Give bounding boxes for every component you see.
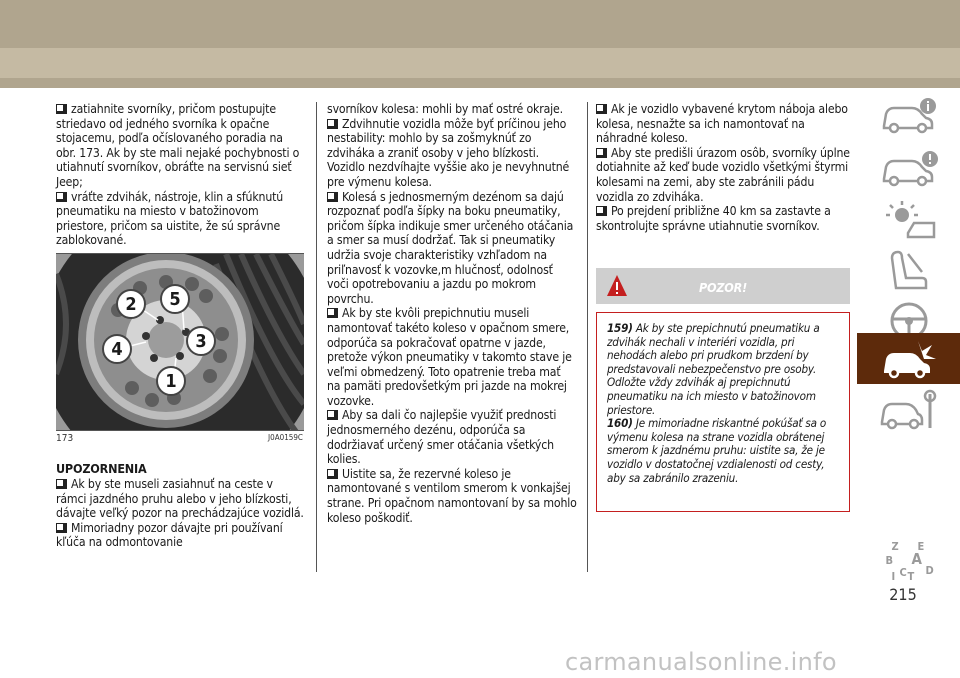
column-divider <box>587 102 588 572</box>
checkbox-bullet-icon <box>327 308 338 318</box>
checkbox-bullet-icon <box>56 523 67 533</box>
watermark: carmanualsonline.info <box>565 648 837 676</box>
lights-icon <box>878 197 940 241</box>
car-info-icon <box>878 96 940 136</box>
header-strip <box>0 48 960 78</box>
checkbox-bullet-icon <box>327 410 338 420</box>
warnings-list <box>56 477 304 550</box>
list-item: Aby sa dali čo najlepšie využiť prednosti jednosmerného dezénu, odporúča sa dodržiavať určený smer otáčania všetkých kolies. <box>327 408 557 467</box>
figure-number: 173 <box>56 433 74 444</box>
column-2 <box>327 102 577 525</box>
caution-note: 160) Je mimoriadne riskantné pokúšať sa o výmenu kolesa na strane vozidla obrátenej smerom k jazdnému pruhu: uistite sa, že je vozidlo v dostatočnej vzdialenosti od cesty, aby sa zabránilo zrazeniu. <box>607 416 827 485</box>
checkbox-bullet-icon <box>56 104 67 114</box>
callout-4: 4 <box>102 334 132 364</box>
chapter-sidebar <box>857 88 960 618</box>
list-item: Kolesá s jednosmerným dezénom sa dajú rozpoznať podľa šípky na boku pneumatiky, pričom šípka indikuje smer určeného otáčania a smer sa musí dodržať. Tak si pneumatiky udržia svoje charakteristiky vzhľadom na priľnavosť k vozovke,m hlučnosť, odolnosť voči opotrebovaniu a jazdu po mokrom povrchu. <box>327 189 574 306</box>
car-service-icon <box>878 388 940 432</box>
column-3 <box>596 102 850 233</box>
sidebar-tab-car-info[interactable] <box>857 90 960 141</box>
caution-content <box>596 312 850 512</box>
sidebar-tab-emergency[interactable] <box>857 333 960 384</box>
warnings-heading: UPOZORNENIA <box>56 461 147 476</box>
sidebar-tab-index[interactable] <box>857 536 960 587</box>
list-item: Ak je vozidlo vybavené krytom nábojа alebo kolesa, nesnažte sa ich namontovať na náhradné koleso. <box>596 102 848 146</box>
car-accident-icon <box>878 337 940 381</box>
list-item: Aby ste predišli úrazom osôb, svorníky úplne dotiahnite až keď bude vozidlo všetkými štyrmi kolesami na zemi, aby ste zabránili pádu vozidla zo zdviháka. <box>596 145 850 204</box>
callout-3: 3 <box>186 326 216 356</box>
list-item: Zdvihnutie vozidla môže byť príčinou jeho nestability: mohlo by sa zošmyknúť zo zdviháka a zraniť osoby v jeho blízkosti. Vozidlo nezdvíhajte vyššie ako je nevyhnutné pre výmenu kolesa. <box>327 116 570 189</box>
sidebar-tab-lights[interactable] <box>857 193 960 244</box>
alphabet-index-icon: Z E B A C D I T <box>885 539 934 583</box>
caution-header <box>596 268 850 304</box>
caution-box <box>596 268 850 516</box>
checkbox-bullet-icon <box>596 104 607 114</box>
callout-5: 5 <box>160 284 190 314</box>
page-number: 215 <box>889 585 917 604</box>
callout-2: 2 <box>116 289 146 319</box>
list-item: zatiahnite svorníky, pričom postupujte striedavo od jedného svorníka k opačne stojacemu, podľa očíslovaného poradia na obr. 173. Ak by ste mali nejaké pochybnosti o utiahnutí svorníkov, obráťte na servisnú sieť Jeep; <box>56 102 300 189</box>
wheel-illustration <box>56 254 304 431</box>
list-item: Po prejdení približne 40 km sa zastavte a skontrolujte správne utiahnutie svorníkov. <box>596 204 831 233</box>
list-item: vráťte zdvihák, nástroje, klin a sfúknutú pneumatiku na miesto v batožinovom priestore, pričom sa uistite, že sú správne zablokované. <box>56 189 284 248</box>
sidebar-tab-seat[interactable] <box>857 244 960 295</box>
column-1 <box>56 102 304 248</box>
caution-title: POZOR! <box>698 280 748 295</box>
figure-code: J0A0159C <box>268 433 303 442</box>
checkbox-bullet-icon <box>327 119 338 129</box>
caution-note: 159) Ak by ste prepichnutú pneumatiku a zdvihák nechali v interiéri vozidla, pri nehodách alebo pri prudkom brzdení by predstavovali nebezpečenstvo pre osoby. Odložte vždy zdvihák aj prepichnutú pneumatiku na ich miesto v batožinovom priestore. <box>607 321 820 417</box>
seat-icon <box>878 248 940 292</box>
sidebar-tab-car-warning[interactable] <box>857 143 960 194</box>
list-item: Ak by ste kvôli prepichnutiu museli namontovať takéto koleso v opačnom smere, odporúča sa pokračovať opatrne v jazde, pretože výkon pneumatiky v takomto stave je veľmi obmedzený. Toto opatrenie treba mať na pamäti predovšetkým pri jazde na mokrej vozovke. <box>327 306 572 408</box>
checkbox-bullet-icon <box>596 148 607 158</box>
callout-1: 1 <box>156 366 186 396</box>
wheel-figure <box>56 253 304 431</box>
checkbox-bullet-icon <box>327 192 338 202</box>
list-item: Uistite sa, že rezervné koleso je namontované s ventilom smerom k vonkajšej strane. Pri opačnom namontovaní by sa mohlo koleso poškodiť. <box>327 466 577 525</box>
sidebar-tab-service[interactable] <box>857 384 960 435</box>
checkbox-bullet-icon <box>327 469 338 479</box>
column-divider <box>316 102 317 572</box>
car-warning-icon <box>878 149 940 189</box>
checkbox-bullet-icon <box>596 206 607 216</box>
list-item: Mimoriadny pozor dávajte pri používaní kľúča na odmontovanie <box>56 520 283 550</box>
checkbox-bullet-icon <box>56 192 67 202</box>
list-item: Ak by ste museli zasiahnuť na ceste v rámci jazdného pruhu alebo v jeho blízkosti, dávajte veľký pozor na prechádzajúce vozidlá. <box>56 477 304 521</box>
list-item-continuation: svorníkov kolesa: mohli by mať ostré okraje. <box>327 102 563 116</box>
checkbox-bullet-icon <box>56 479 67 489</box>
